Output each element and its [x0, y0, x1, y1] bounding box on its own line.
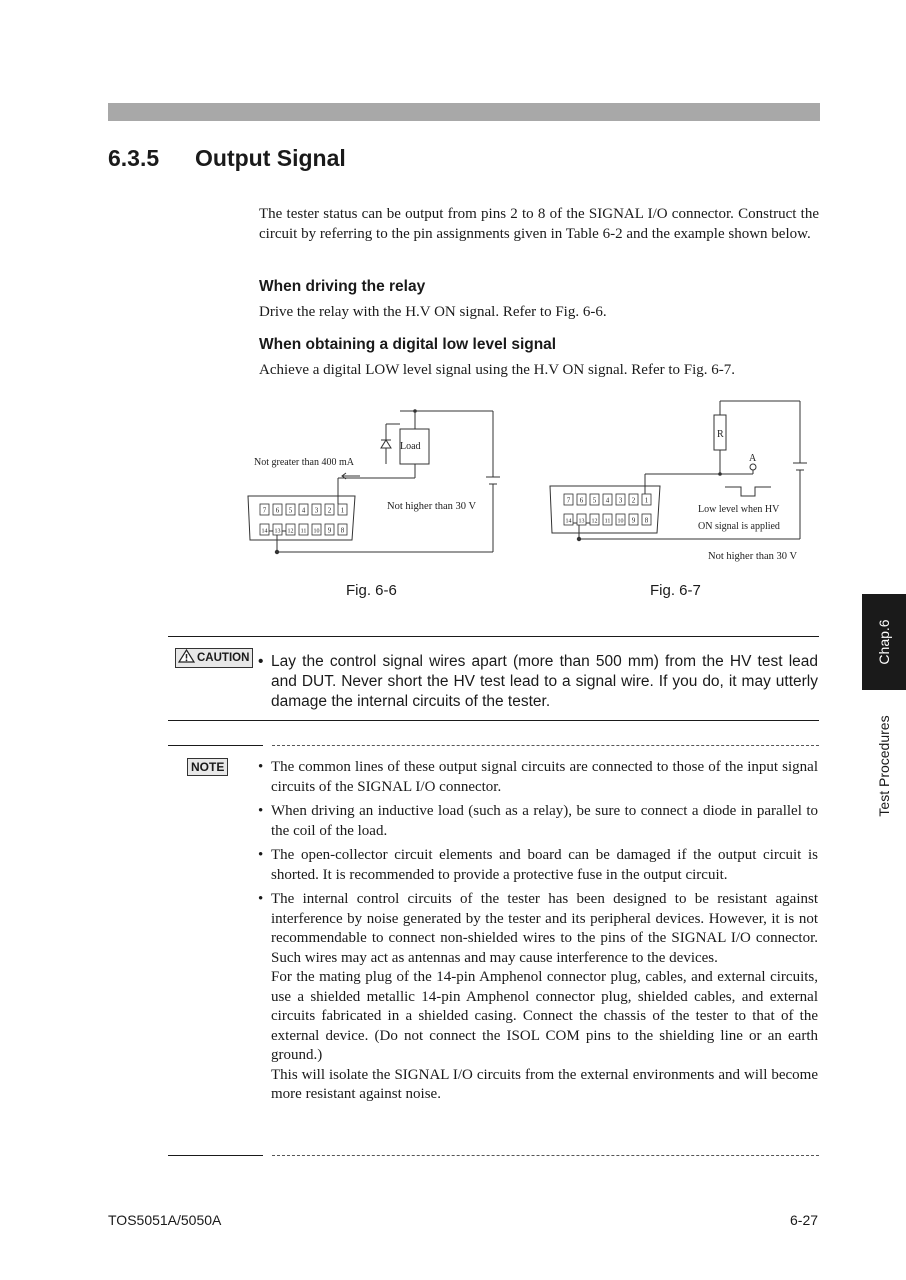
digital-heading: When obtaining a digital low level signal: [259, 336, 557, 353]
warning-triangle-icon: [178, 649, 195, 663]
fig-6-6-diagram: [240, 400, 510, 565]
connector-pins: [260, 504, 347, 535]
low-label-1: Low level when HV: [698, 504, 780, 515]
connector-pin-label: 14: [565, 518, 572, 525]
note-item-text: The internal control circuits of the tester has been designed to be resistant against interference by noise generated by the tester and its peripheral devices. However, it is not recommendable to connect non-shielded wires to the pins of the SIGNAL I/O connector. Such wires may act as antennas and may cause interference to the devices.: [271, 891, 818, 966]
section-heading: [108, 145, 346, 172]
note-item-text: The common lines of these output signal circuits are connected to those of the input signal circuits of the SIGNAL I/O connector.: [271, 759, 818, 795]
connector-pin-label: 4: [605, 496, 610, 505]
caution-text: • Lay the control signal wires apart (more than 500 mm) from the HV test lead and DUT. Never short the HV test lead to a signal wire. If you do, it may utterly damage the internal circuits of the tester.: [258, 653, 818, 710]
note-bottom-dashed-rule: [272, 1155, 819, 1156]
resistor-label: R: [717, 429, 724, 440]
connector-pin-label: 12: [287, 528, 294, 535]
voltage-label: Not higher than 30 V: [387, 501, 477, 512]
note-item: • The open-collector circuit elements and board can be damaged if the output circuit is shorted. It is recommended to provide a protective fuse in the output circuit.: [258, 847, 818, 883]
connector-pin-label: 8: [340, 526, 345, 535]
low-level-pulse: [725, 487, 771, 496]
load-label: Load: [400, 441, 421, 452]
note-item-text: The open-collector circuit elements and board can be damaged if the output circuit is shorted. It is recommended to provide a protective fuse in the output circuit.: [271, 847, 818, 883]
connector-pin-label: 14: [261, 528, 268, 535]
caution-top-rule: [168, 636, 819, 637]
section-header-bar: [108, 103, 820, 121]
relay-heading: When driving the relay: [259, 278, 426, 295]
connector-pin-label: 7: [262, 506, 267, 515]
current-label: Not greater than 400 mA: [254, 457, 354, 468]
connector-pin-label: 6: [275, 506, 280, 515]
fig-6-7-caption: Fig. 6-7: [650, 582, 701, 599]
connector-pin-label: 4: [301, 506, 306, 515]
note-paragraph: For the mating plug of the 14-pin Amphenol connector plug, cables, and external circuits, use a shielded metallic 14-pin Amphenol connector plug, shielded cables, and external circuits fabricated in a shielded casing. Connect the chassis of the tester to that of the external device. (Do not connect the ISOL COM pins to the shielding line or an earth ground.): [271, 969, 818, 1063]
note-item: • The internal control circuits of the tester has been designed to be resistant against interference by noise generated by the tester and its peripheral devices. However, it is not recommendable to connect non-shielded wires to the pins of the SIGNAL I/O connector. Such wires may act as antennas and may cause interference to the devices.: [258, 891, 818, 966]
note-list: [258, 758, 818, 1105]
chapter-title: [862, 706, 906, 826]
connector-pins: [564, 494, 651, 525]
connector-pin-label: 2: [631, 496, 636, 505]
connector-pin-label: 13: [274, 528, 281, 535]
connector-pin-label: 6: [579, 496, 584, 505]
caution-badge: [175, 648, 253, 668]
fig-7-diagram: [545, 400, 825, 565]
connector-pin-label: 5: [288, 506, 293, 515]
connector-pin-label: 5: [592, 496, 597, 505]
digital-text: Achieve a digital LOW level signal using the H.V ON signal. Refer to Fig. 6-7.: [259, 362, 736, 378]
note-top-dashed-rule: [272, 745, 819, 746]
diode-icon: [381, 440, 391, 448]
connector-pin-label: 11: [604, 518, 611, 525]
connector-pin-label: 1: [644, 496, 649, 505]
connector-pin-label: 7: [566, 496, 571, 505]
chapter-title-label: Test Procedures: [876, 715, 892, 817]
connector-pin-label: 10: [617, 518, 624, 525]
chapter-tab-label: Chap.6: [876, 619, 892, 665]
note-item-text: When driving an inductive load (such as a relay), be sure to connect a diode in parallel to the coil of the load.: [271, 803, 818, 839]
note-item: • The common lines of these output signal circuits are connected to those of the input signal circuits of the SIGNAL I/O connector.: [258, 759, 818, 795]
connector-pin-label: 11: [300, 528, 307, 535]
section-title: Output Signal: [195, 145, 346, 171]
connector-body: [550, 486, 660, 533]
low-label-2: ON signal is applied: [698, 521, 780, 532]
note-item: • When driving an inductive load (such as a relay), be sure to connect a diode in parallel to the coil of the load.: [258, 803, 818, 839]
intro-paragraph: The tester status can be output from pins 2 to 8 of the SIGNAL I/O connector. Construct the circuit by referring to the pin assignments given in Table 6-2 and the example shown below.: [259, 206, 819, 242]
relay-text: Drive the relay with the H.V ON signal. Refer to Fig. 6-6.: [259, 304, 607, 320]
caution-bottom-rule: [168, 720, 819, 721]
connector-pin-label: 3: [314, 506, 319, 515]
footer-page-number: 6-27: [790, 1212, 819, 1228]
connector-pin-label: 9: [631, 516, 636, 525]
section-number: 6.3.5: [108, 145, 160, 171]
connector-pin-label: 3: [618, 496, 623, 505]
connector-pin-label: 10: [313, 528, 320, 535]
footer-model: TOS5051A/5050A: [108, 1212, 222, 1228]
connector-pin-label: 12: [591, 518, 598, 525]
note-paragraph: This will isolate the SIGNAL I/O circuits from the external environments and will become more resistant against noise.: [271, 1066, 818, 1102]
connector-pin-label: 1: [340, 506, 345, 515]
connector-pin-label: 9: [327, 526, 332, 535]
note-top-rule: [168, 745, 263, 746]
caution-badge-label: CAUTION: [197, 652, 250, 664]
voltage-label: Not higher than 30 V: [708, 551, 798, 562]
fig-6-6-caption: Fig. 6-6: [346, 582, 397, 599]
connector-pin-label: 8: [644, 516, 649, 525]
connector-pin-label: 13: [578, 518, 585, 525]
connector-pin-label: 2: [327, 506, 332, 515]
chapter-tab[interactable]: [862, 594, 906, 690]
caution-item: Lay the control signal wires apart (more than 500 mm) from the HV test lead and DUT. Never short the HV test lead to a signal wire. If you do, it may utterly damage the internal circuits of the tester.: [271, 653, 818, 710]
note-bottom-rule: [168, 1155, 263, 1156]
note-badge: NOTE: [187, 758, 228, 776]
node-label: A: [749, 453, 757, 464]
